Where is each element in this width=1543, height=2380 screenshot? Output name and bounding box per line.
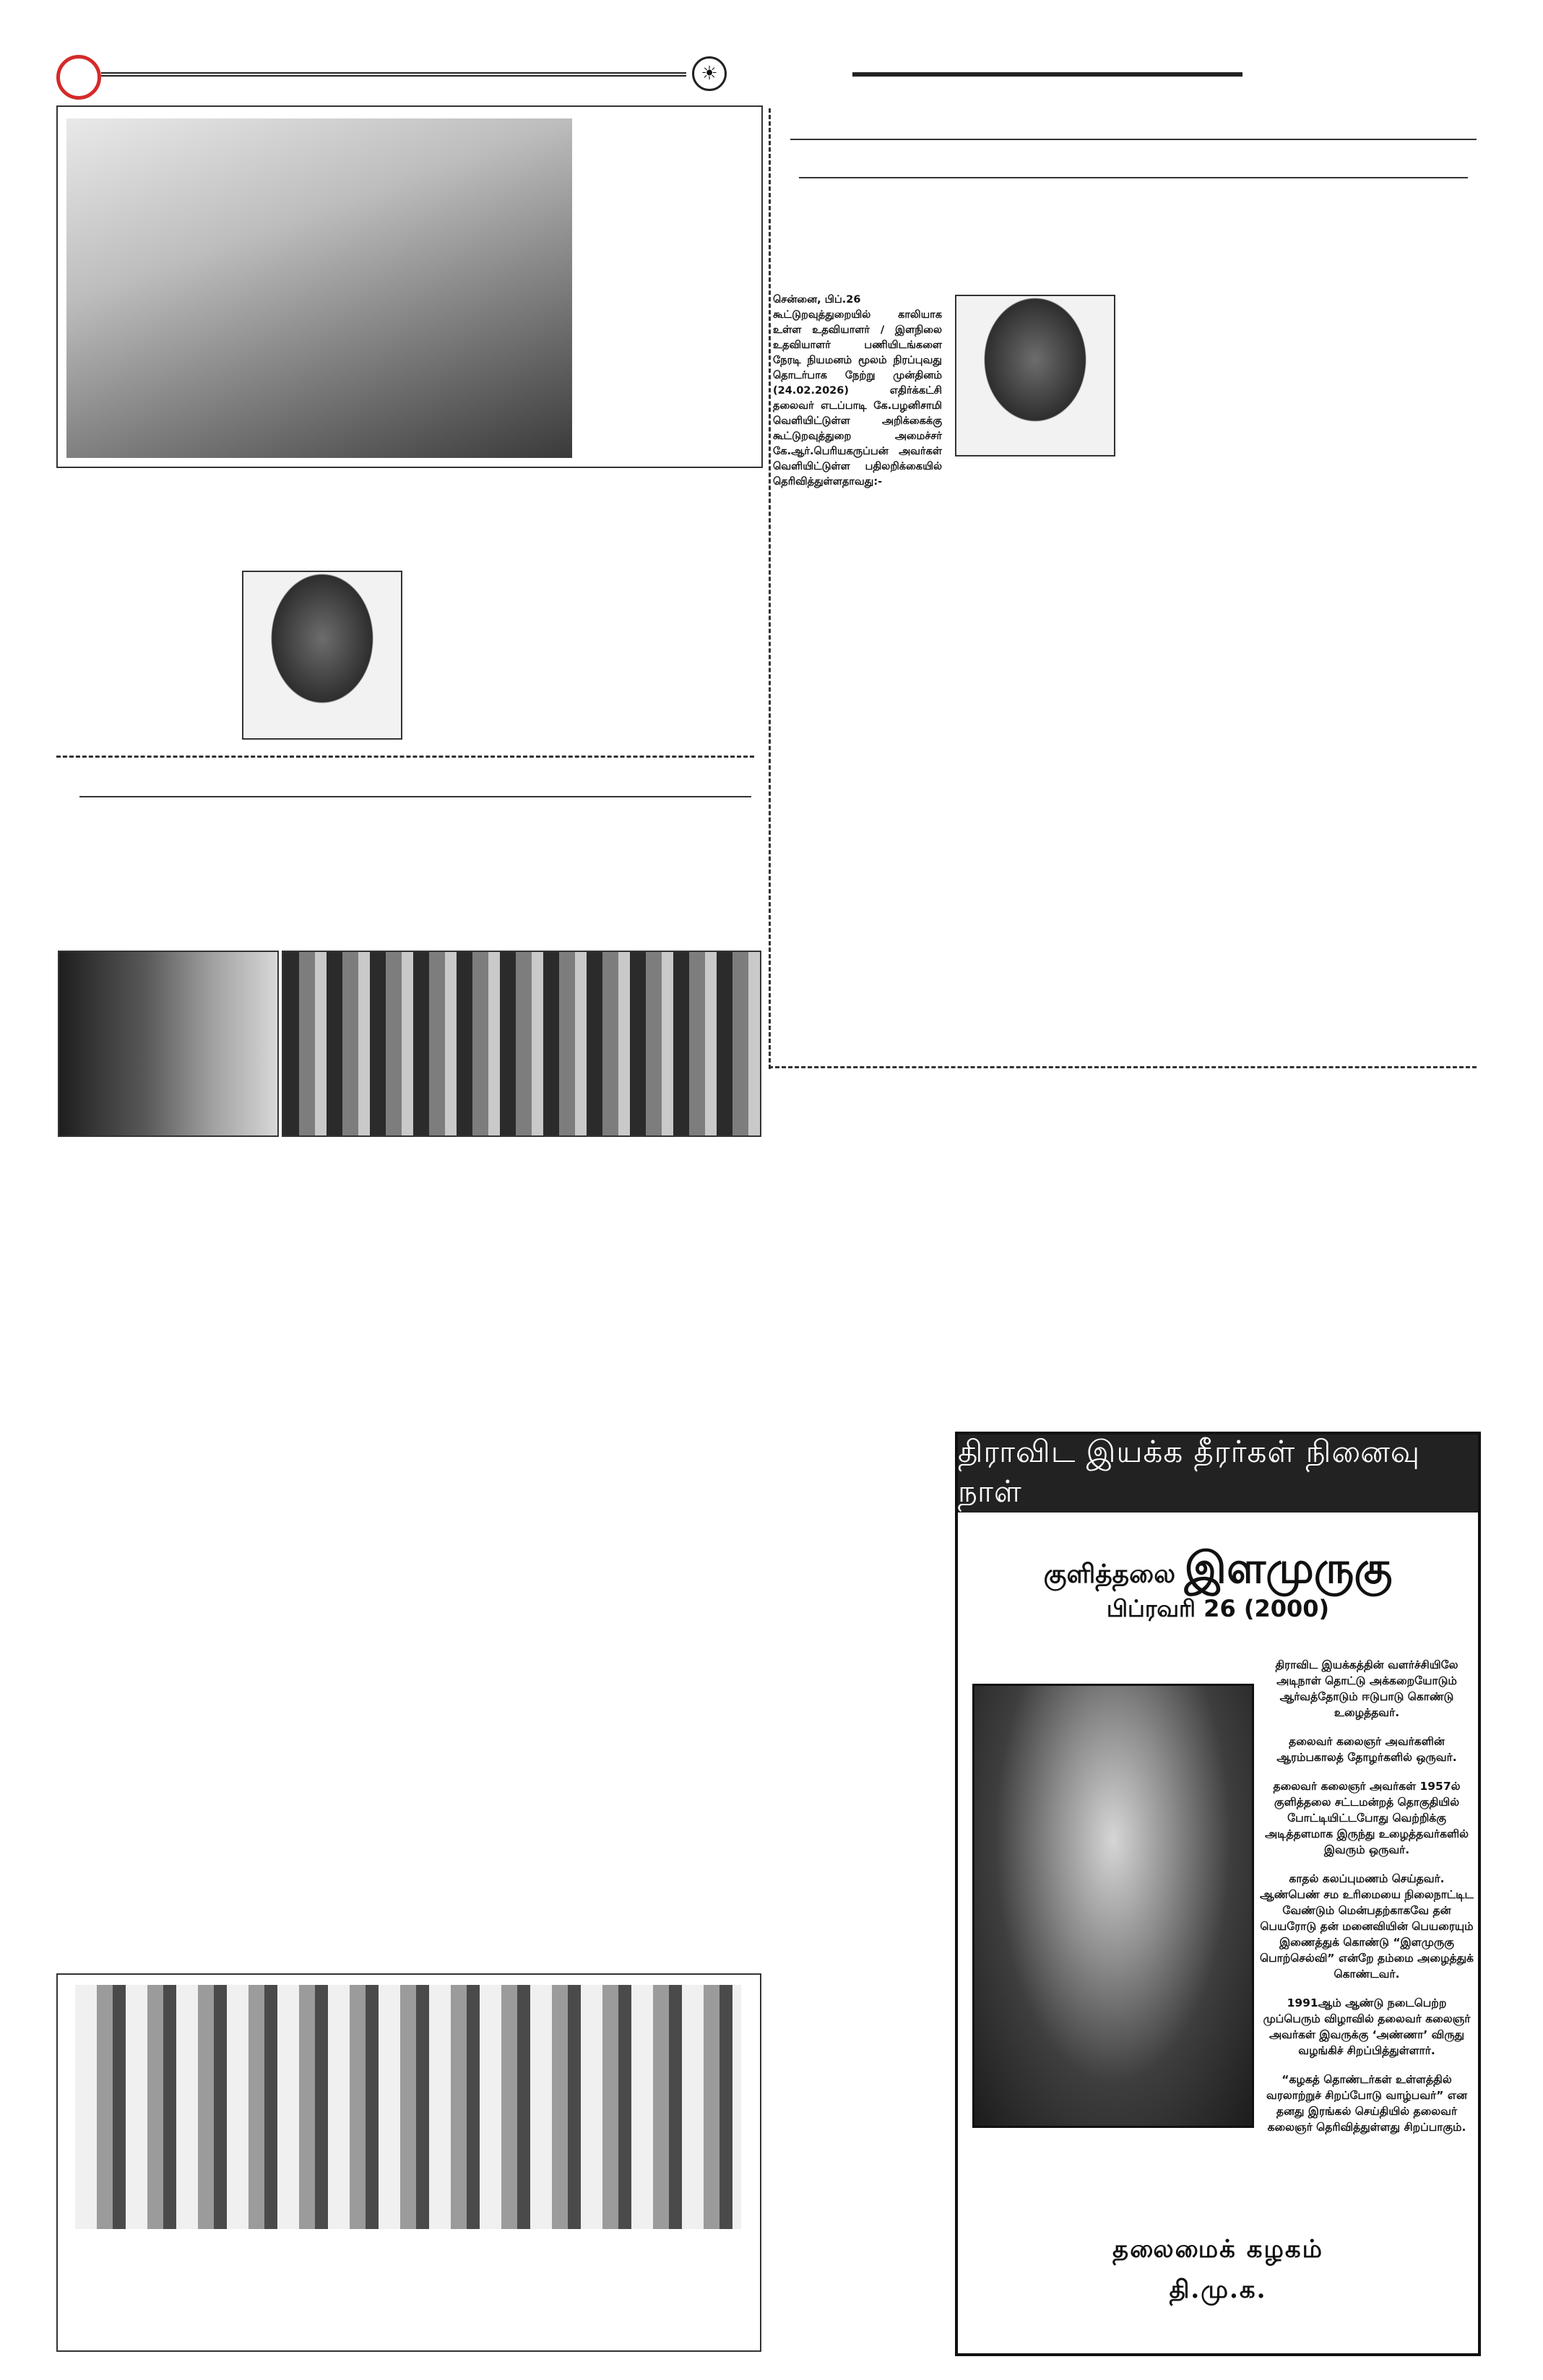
- memorial-date: பிப்ரவரி 26 (2000): [1106, 1595, 1330, 1622]
- memorial-tribute-text: [1258, 1657, 1475, 2148]
- headline-rule-left: [79, 796, 751, 797]
- header-rule-right: [852, 72, 1242, 77]
- memorial-name: இளமுருகு: [1184, 1543, 1393, 1593]
- memorial-name-prefix: குளித்தலை: [1043, 1559, 1176, 1589]
- page-number-circle: [56, 55, 101, 100]
- memorial-footer: [958, 2229, 1478, 2310]
- photo-chief-minister-with-child: [66, 118, 572, 458]
- memorial-heading: திராவிட இயக்க தீரர்கள் நினைவு நாள்: [958, 1435, 1478, 1513]
- memorial-paragraph: காதல் கலப்புமணம் செய்தவர். ஆண்பெண் சம உரிமையை நிலைநாட்டிட வேண்டும் மென்பதற்காகவே தன் பெயரோடு தன் மனைவியின் பெயரையும் இணைத்துக் கொண்டு “இளமுருகு பொற்செல்வி” என்றே தம்மை அழைத்துக் கொண்டவர்.: [1260, 1872, 1474, 1981]
- headline-rule-right-2: [799, 177, 1468, 178]
- photo-speaker-at-podium: [58, 951, 279, 1137]
- memorial-advertisement: [955, 1432, 1481, 2356]
- memorial-paragraph: தலைவர் கலைஞர் அவர்களின் ஆரம்பகாலத் தோழர்களில் ஒருவர்.: [1276, 1735, 1457, 1764]
- section-divider-right: [769, 1066, 1477, 1068]
- memorial-portrait-photo: [972, 1684, 1254, 2128]
- headline-rule-right-1: [790, 139, 1477, 140]
- article-cooperative-dept: [773, 293, 942, 490]
- memorial-paragraph: தலைவர் கலைஞர் அவர்கள் 1957ல் குளித்தலை சட்டமன்றத் தொகுதியில் போட்டியிட்டபோது வெற்றிக்கு அடித்தளமாக இருந்து உழைத்தவர்களில் இவரும் ஒருவர்.: [1264, 1780, 1469, 1856]
- portrait-photo-minister: [242, 571, 402, 740]
- article-body: கூட்டுறவுத்துறையில் காலியாக உள்ள உதவியாளர் / இளநிலை உதவியாளர் பணியிடங்களை நேரடி நியமனம் மூலம் நிரப்புவது தொடர்பாக நேற்று முன்தினம் (24.02.2026) எதிர்க்கட்சி தலைவர் எடப்பாடி கே.பழனிசாமி வெளியிட்டுள்ள அறிக்கைக்கு கூட்டுறவுத்துறை அமைச்சர் கே.ஆர்.பெரியகருப்பன் அவர்கள் வெளியிட்டுள்ள பதிலறிக்கையில் தெரிவித்துள்ளதாவது:-: [773, 309, 942, 488]
- memorial-footer-line2: தி.மு.க.: [1169, 2275, 1267, 2304]
- portrait-photo-cooperative-minister: [955, 295, 1115, 456]
- memorial-name-line: [958, 1543, 1478, 1599]
- article-dateline: சென்னை, பிப்.26: [773, 294, 861, 306]
- memorial-footer-line1: தலைமைக் கழகம்: [1112, 2235, 1323, 2264]
- memorial-paragraph: “கழகத் தொண்டர்கள் உள்ளத்தில் வரலாற்றுச் சிறப்போடு வாழ்பவர்” என தனது இரங்கல் செய்தியில் தலைவர் கலைஞர் தெரிவித்துள்ளது சிறப்பாகும்.: [1266, 2073, 1467, 2134]
- photo-women-group-event: [282, 951, 761, 1137]
- memorial-paragraph: திராவிட இயக்கத்தின் வளர்ச்சியிலே அடிநாள் தொட்டு அக்கறையோடும் ஆர்வத்தோடும் ஈடுபாடு கொண்டு உழைத்தவர்.: [1275, 1658, 1458, 1719]
- header-rule: [101, 72, 686, 77]
- memorial-paragraph: 1991ஆம் ஆண்டு நடைபெற்ற முப்பெரும் விழாவில் தலைவர் கலைஞர் அவர்கள் இவருக்கு ‘அண்ணா’ விருது வழங்கிச் சிறப்பித்துள்ளார்.: [1263, 1996, 1471, 2057]
- column-divider: [769, 108, 771, 1069]
- photo-group-with-machines: [75, 1985, 741, 2229]
- section-divider-left: [56, 756, 754, 758]
- rising-sun-emblem-icon: ☀: [692, 56, 727, 91]
